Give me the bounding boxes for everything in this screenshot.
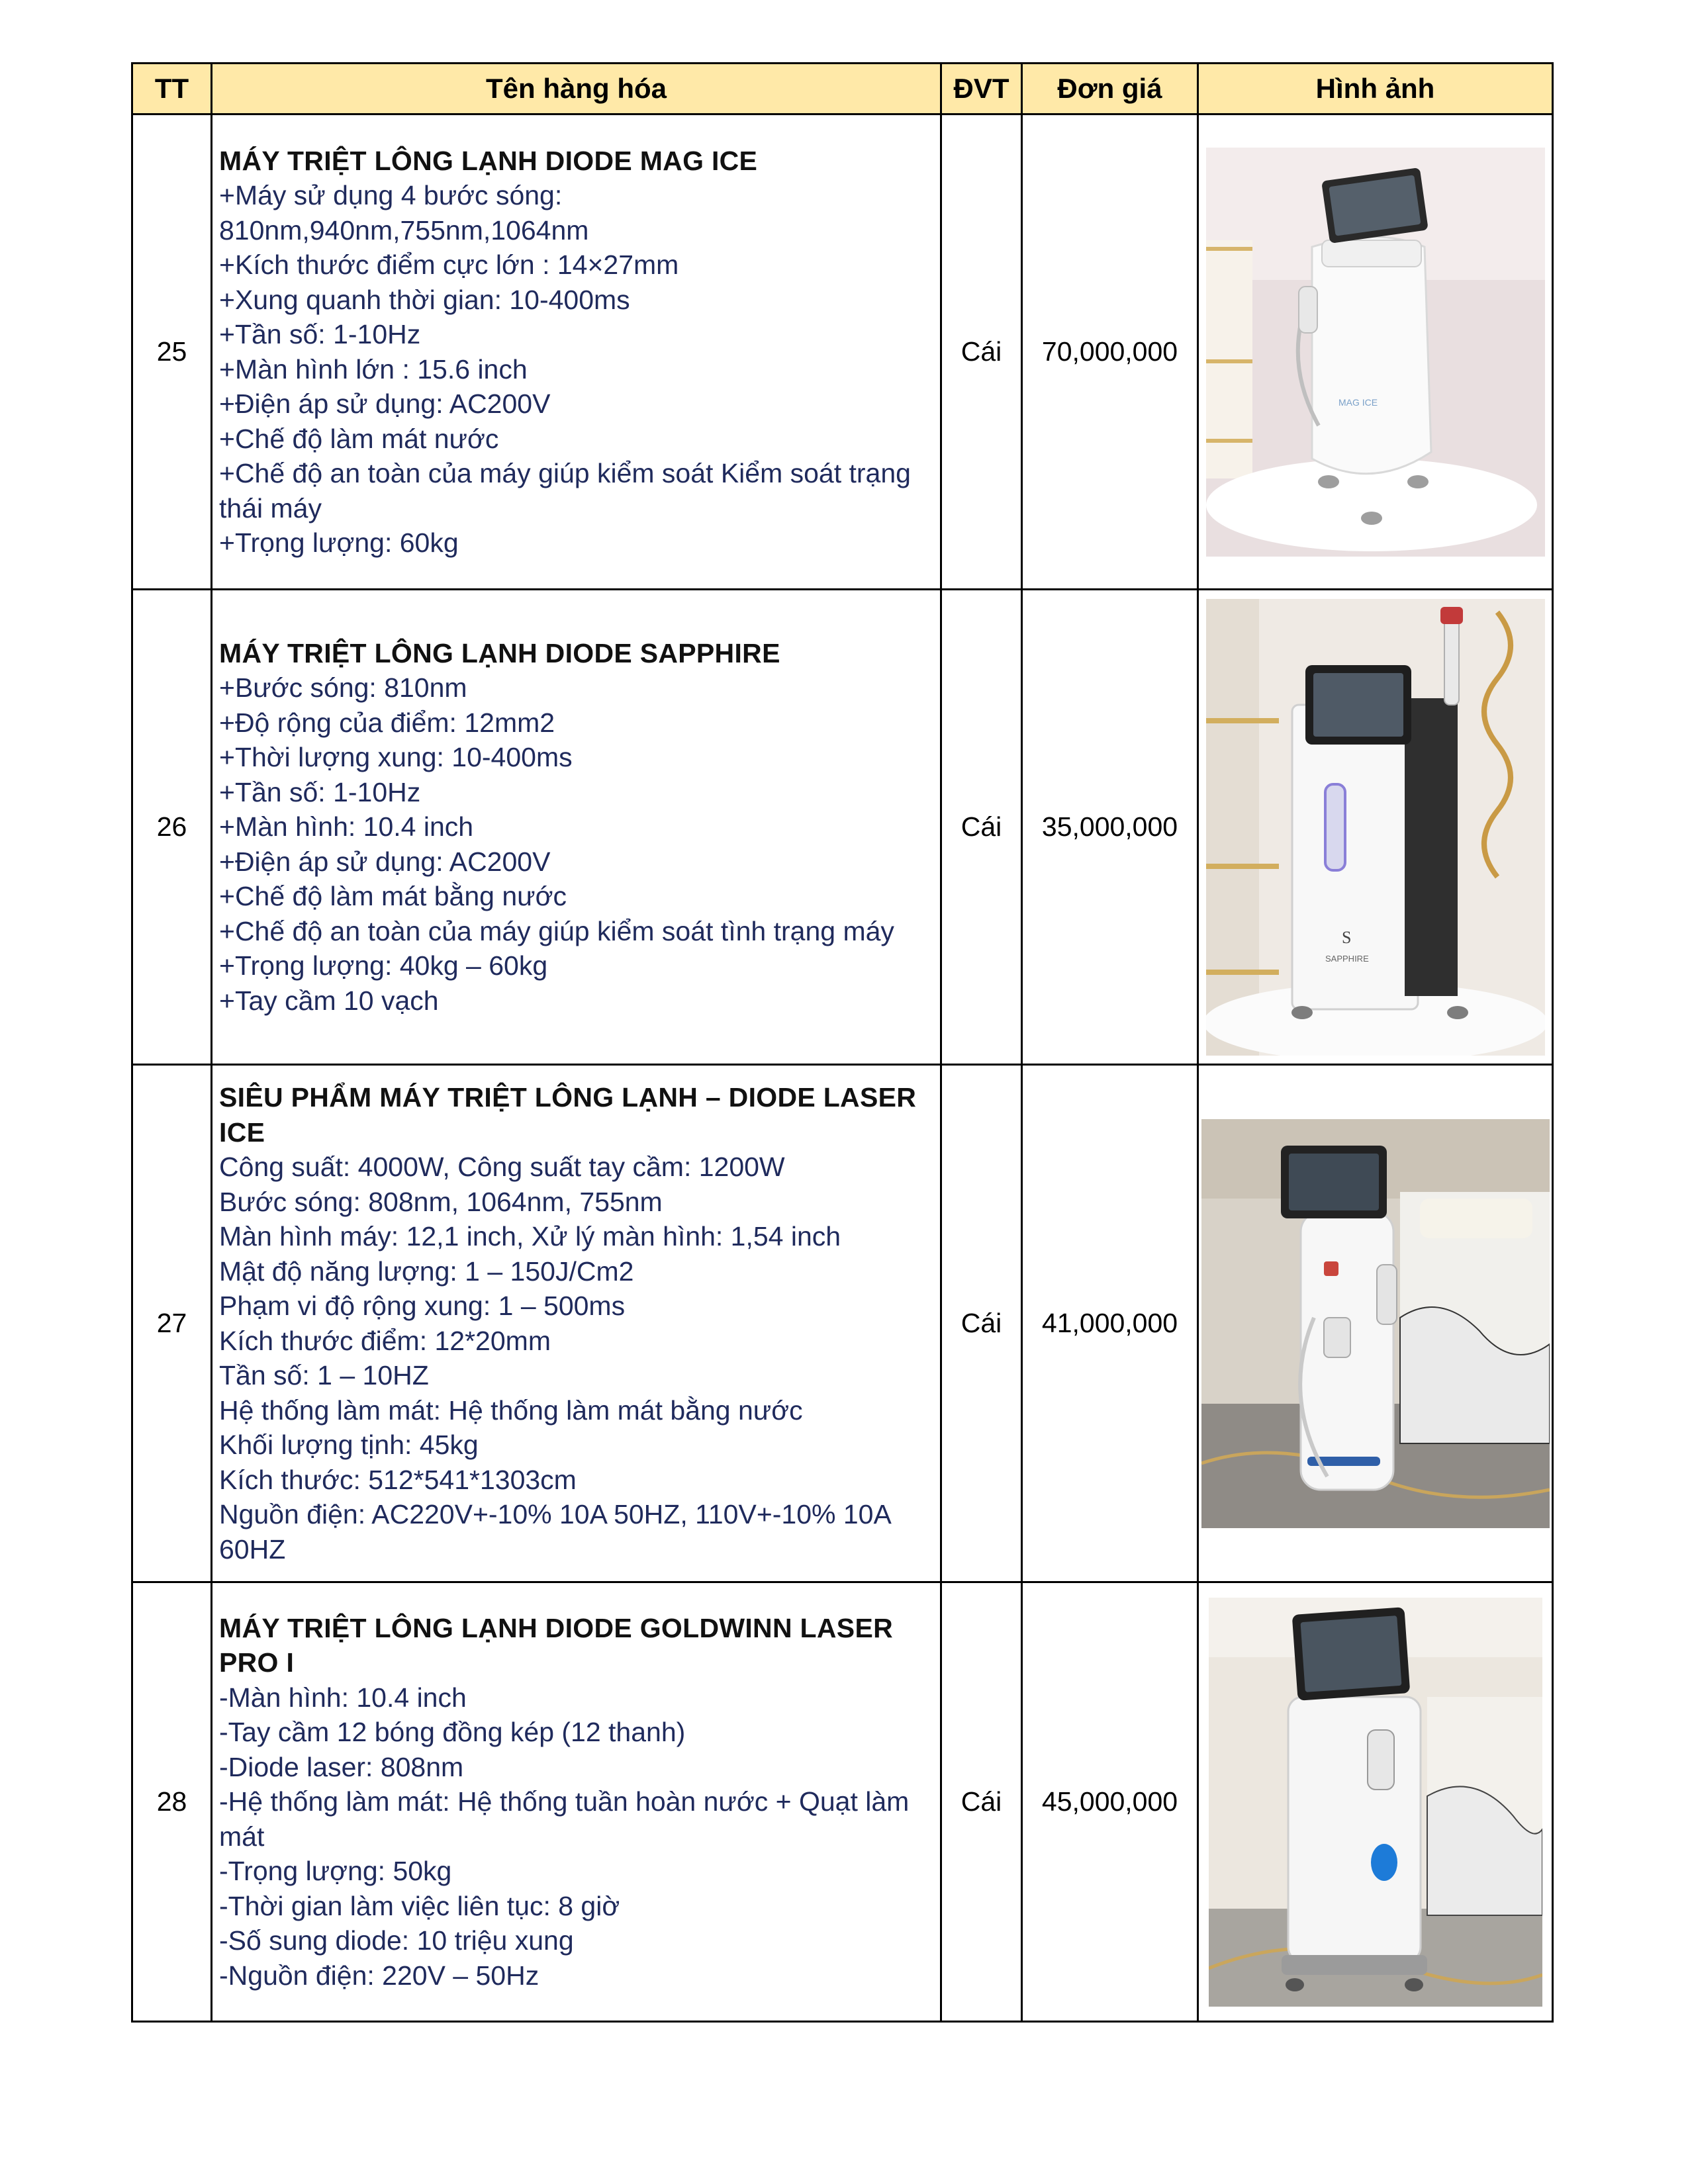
product-title-cont: PRO I — [219, 1647, 295, 1678]
product-description — [212, 1582, 941, 2022]
machine-label: SAPPHIRE — [1325, 953, 1369, 964]
product-description — [212, 1065, 941, 1582]
spec-line: +Chế độ an toàn của máy giúp kiểm soát tình trạng máy — [219, 915, 894, 946]
product-title: MÁY TRIỆT LÔNG LẠNH DIODE GOLDWINN LASER — [219, 1612, 894, 1643]
spec-line: Kích thước điểm: 12*20mm — [219, 1325, 551, 1356]
spec-line: Phạm vi độ rộng xung: 1 – 500ms — [219, 1291, 626, 1321]
image-cell — [1198, 114, 1553, 590]
product-title: MÁY TRIỆT LÔNG LẠNH DIODE MAG ICE — [219, 145, 758, 176]
product-title: SIÊU PHẨM MÁY TRIỆT LÔNG LẠNH – DIODE LASER — [219, 1082, 917, 1113]
price-cell: 45,000,000 — [1022, 1582, 1198, 2022]
product-description — [212, 590, 941, 1065]
spec-line: Hệ thống làm mát: Hệ thống làm mát bằng nước — [219, 1394, 803, 1426]
spec-line: +Điện áp sử dụng: AC200V — [219, 388, 551, 419]
product-title: MÁY TRIỆT LÔNG LẠNH DIODE SAPPHIRE — [219, 637, 780, 668]
header-price: Đơn giá — [1022, 64, 1198, 114]
spec-line: Mật độ năng lượng: 1 – 150J/Cm2 — [219, 1255, 634, 1287]
product-photo-mag-ice — [1206, 148, 1545, 557]
spec-line: Công suất: 4000W, Công suất tay cầm: 1200W — [219, 1152, 785, 1182]
spec-line: +Xung quanh thời gian: 10-400ms — [219, 284, 630, 315]
unit-cell: Cái — [941, 590, 1022, 1065]
header-tt: TT — [132, 64, 212, 114]
spec-line: -Thời gian làm việc liên tục: 8 giờ — [219, 1890, 620, 1921]
spec-line: +Trọng lượng: 60kg — [219, 527, 459, 558]
spec-line: +Thời lượng xung: 10-400ms — [219, 742, 573, 773]
spec-line: Khối lượng tịnh: 45kg — [219, 1430, 479, 1460]
row-number: 27 — [132, 1065, 212, 1582]
product-photo-diode-laser-ice — [1201, 1119, 1550, 1528]
unit-cell: Cái — [941, 114, 1022, 590]
spec-line: thái máy — [219, 492, 322, 523]
spec-line: +Bước sóng: 810nm — [219, 672, 467, 704]
table-row — [132, 1582, 1553, 2022]
header-image: Hình ảnh — [1198, 64, 1553, 114]
spec-line: +Máy sử dụng 4 bước sóng: — [219, 180, 563, 210]
spec-line: -Trọng lượng: 50kg — [219, 1856, 452, 1887]
spec-line: -Nguồn điện: 220V – 50Hz — [219, 1960, 539, 1991]
spec-line: +Trọng lượng: 40kg – 60kg — [219, 950, 548, 981]
spec-line: -Màn hình: 10.4 inch — [219, 1682, 467, 1713]
header-unit: ĐVT — [941, 64, 1022, 114]
spec-line: 810nm,940nm,755nm,1064nm — [219, 214, 589, 246]
row-number: 25 — [132, 114, 212, 590]
product-photo-sapphire — [1206, 599, 1545, 1056]
spec-line: +Tần số: 1-10Hz — [219, 319, 421, 349]
spec-line: -Diode laser: 808nm — [219, 1751, 464, 1782]
spec-line: +Độ rộng của điểm: 12mm2 — [219, 707, 555, 738]
product-price-table — [131, 62, 1554, 2023]
spec-line: mát — [219, 1821, 265, 1852]
product-photo-goldwinn-laser-pro — [1209, 1598, 1542, 2007]
spec-line: Màn hình máy: 12,1 inch, Xử lý màn hình: 1,54 inch — [219, 1221, 841, 1251]
table-row — [132, 114, 1553, 590]
image-cell — [1198, 1065, 1553, 1582]
spec-line: 60HZ — [219, 1533, 286, 1565]
price-cell: 41,000,000 — [1022, 1065, 1198, 1582]
spec-line: -Tay cầm 12 bóng đồng kép (12 thanh) — [219, 1717, 686, 1748]
header-name: Tên hàng hóa — [212, 64, 941, 114]
spec-line: +Chế độ làm mát bằng nước — [219, 881, 567, 912]
price-cell: 70,000,000 — [1022, 114, 1198, 590]
table-row — [132, 590, 1553, 1065]
spec-line: +Màn hình: 10.4 inch — [219, 811, 474, 842]
unit-cell: Cái — [941, 1065, 1022, 1582]
spec-line: +Điện áp sử dụng: AC200V — [219, 846, 551, 877]
table-row — [132, 1065, 1553, 1582]
spec-line: +Tần số: 1-10Hz — [219, 776, 421, 807]
product-title-cont: ICE — [219, 1116, 265, 1148]
spec-line: -Hệ thống làm mát: Hệ thống tuần hoàn nước + Quạt làm — [219, 1786, 910, 1817]
row-number: 28 — [132, 1582, 212, 2022]
machine-label: MAG ICE — [1338, 396, 1378, 408]
spec-line: Tần số: 1 – 10HZ — [219, 1360, 429, 1390]
spec-line: Nguồn điện: AC220V+-10% 10A 50HZ, 110V+-10% 10A — [219, 1499, 892, 1529]
spec-line: +Tay cầm 10 vạch — [219, 985, 439, 1016]
unit-cell: Cái — [941, 1582, 1022, 2022]
spec-line: Bước sóng: 808nm, 1064nm, 755nm — [219, 1186, 663, 1217]
spec-line: +Chế độ làm mát nước — [219, 423, 499, 454]
image-cell — [1198, 590, 1553, 1065]
table-header-row — [132, 64, 1553, 114]
spec-line: +Chế độ an toàn của máy giúp kiểm soát Kiểm soát trạng — [219, 458, 911, 488]
spec-line: +Màn hình lớn : 15.6 inch — [219, 353, 528, 385]
product-description — [212, 114, 941, 590]
spec-line: -Số sung diode: 10 triệu xung — [219, 1925, 574, 1956]
spec-line: Kích thước: 512*541*1303cm — [219, 1464, 577, 1495]
spec-line: +Kích thước điểm cực lớn : 14×27mm — [219, 250, 679, 280]
row-number: 26 — [132, 590, 212, 1065]
svg-text:S: S — [1341, 927, 1351, 947]
image-cell — [1198, 1582, 1553, 2022]
price-cell: 35,000,000 — [1022, 590, 1198, 1065]
